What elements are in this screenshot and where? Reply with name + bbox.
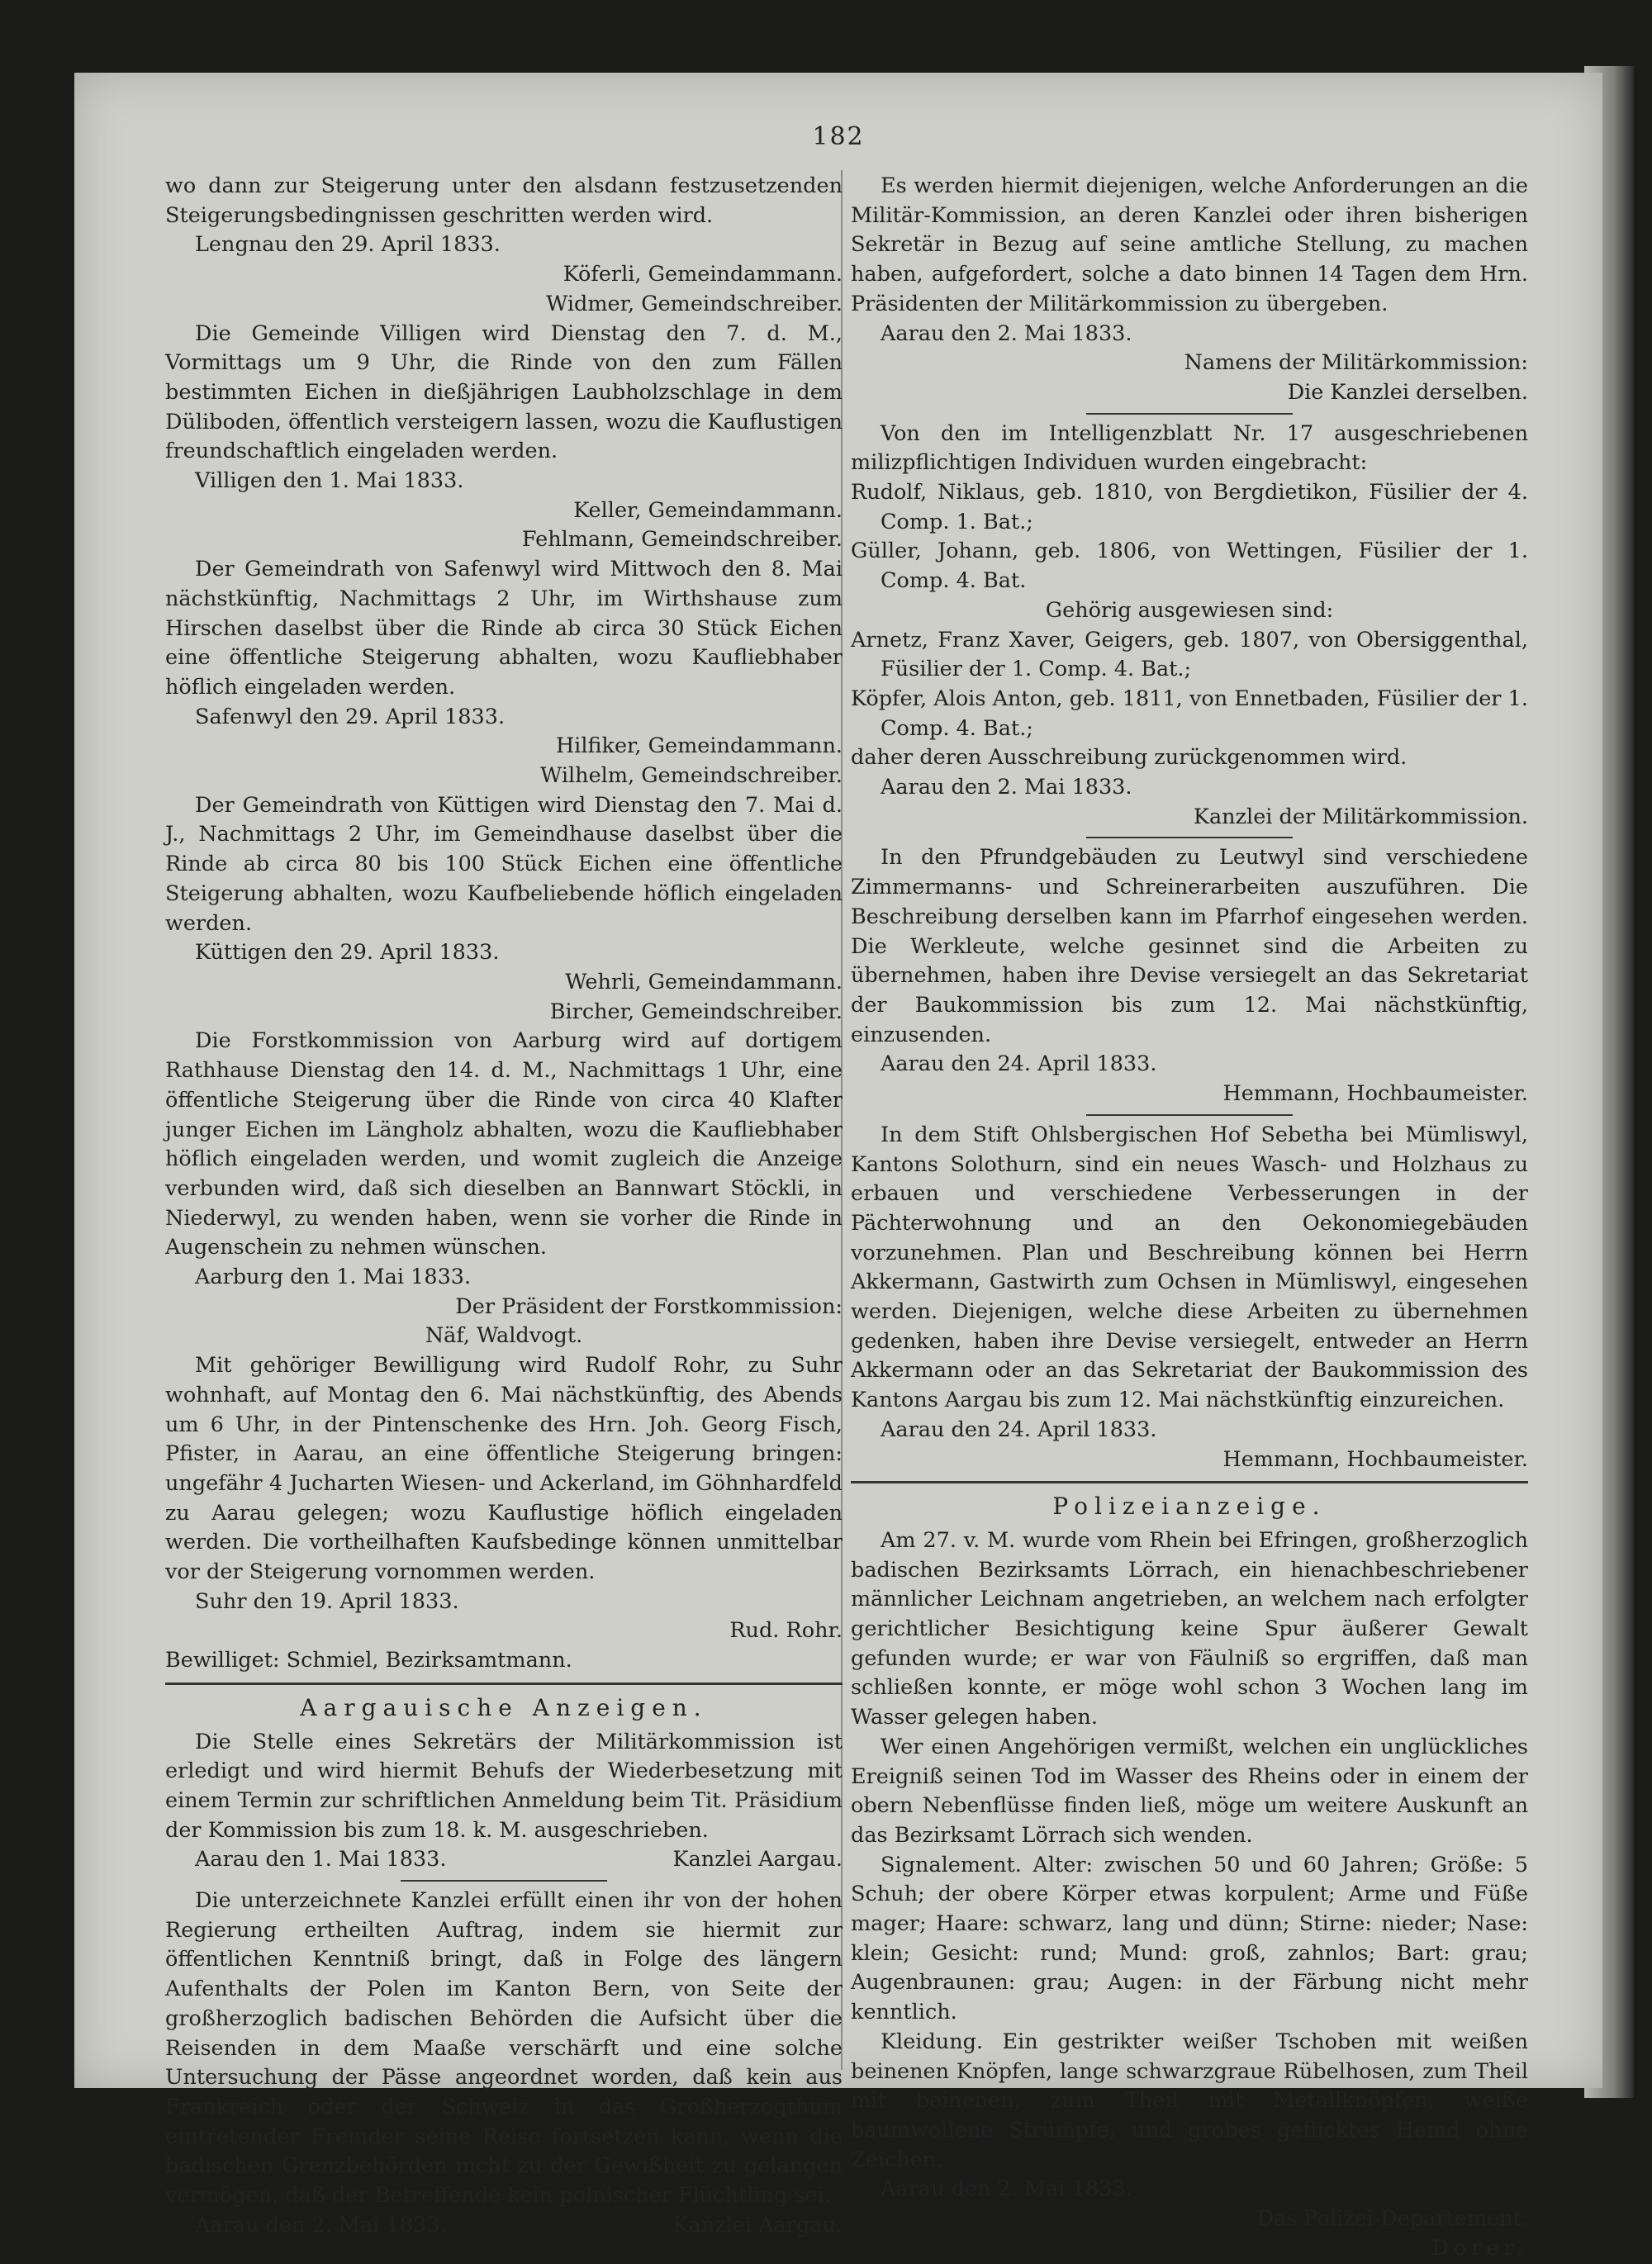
aarburg-place: Aarburg den 1. Mai 1833.: [195, 1265, 472, 1290]
section-rule: [165, 1683, 843, 1685]
stift-notice: In dem Stift Ohlsbergischen Hof Sebetha bei Mümliswyl, Kantons Solothurn, sind ein neues Wasch- und Holzhaus zu erbauen und verschiedene Verbesserungen in der Pächterwohnung und an den Oekonomiegebäuden vorzunehmen. Plan und Beschreibung können bei Herrn Akkermann, Gastwirth zum Ochsen in Mümliswyl, eingesehen werden. Diejenigen, welche diese Arbeiten zu übernehmen gedenken, haben ihre Devise versiegelt, entweder an Herrn Akkermann oder an das Sekretariat der Baukommission des Kantons Aargau bis zum 12. Mai nächstkünftig einzureichen.: [851, 1122, 1528, 1413]
left-column: [165, 172, 843, 2241]
kuettigen-signature-1: Wehrli, Gemeindammann.: [565, 969, 843, 994]
page-number: 182: [812, 122, 865, 151]
polen-place: Aarau den 2. Mai 1833.: [195, 2212, 447, 2238]
polen-notice: Die unterzeichnete Kanzlei erfüllt einen ihr von der hohen Regierung ertheilten Auftrag, indem sie hiermit zur öffentlichen Kenntniß bringt, daß in Folge des längern Aufenthalts der Polen im Kanton Bern, von Seite der großherzoglich badischen Behörden die Aufsicht über die Reisenden in dem Maaße verschärft und eine solche Untersuchung der Pässe angeordnet worden, daß kein aus Frankreich oder der Schweiz in das Großherzogthum eintretender Fremder seine Reise fortsetzen kann, wenn die badischen Grenzbehörden nicht zu der Gewißheit zu gelangen vermögen, daß der Betreffende kein polnischer Flüchtling sei.: [165, 1888, 843, 2209]
aarburg-signature-1: Der Präsident der Forstkommission:: [455, 1293, 843, 1319]
sekretaer-signature: Kanzlei Aargau.: [672, 1847, 843, 1872]
kuettigen-signature-2: Bircher, Gemeindschreiber.: [549, 999, 843, 1024]
polen-footer: [165, 2211, 843, 2241]
signalement: Signalement. Alter: zwischen 50 und 60 Jahren; Größe: 5 Schuh; der obere Körper etwas korpulent; Arme und Füße mager; Haare: schwarz, lang und dünn; Stirne: nieder; Nase: klein; Gesicht: rund; Mund: groß, zahnlos; Bart: grau; Augenbraunen: grau; Augen: in der Färbung nicht mehr kenntlich.: [851, 1852, 1528, 2025]
stift-signature: Hemmann, Hochbaumeister.: [1222, 1446, 1528, 1472]
polizei-signature-2: Dorer.: [1431, 2235, 1528, 2261]
miliz-conclusion: daher deren Ausschreibung zurückgenommen wird.: [851, 745, 1408, 771]
leutwyl-notice: In den Pfrundgebäuden zu Leutwyl sind verschiedene Zimmermanns- und Schreinerarbeiten auszuführen. Die Beschreibung derselben kann im Pfarrhof eingesehen werden. Die Werkleute, welche gesinnet sind die Arbeiten zu übernehmen, haben ihre Devise versiegelt an das Sekretariat der Baukommission bis zum 12. Mai nächstkünftig, einzusenden.: [851, 845, 1528, 1047]
polizei-notice: Am 27. v. M. wurde vom Rhein bei Efringen, großherzoglich badischen Bezirksamts Lörrach, ein hienachbeschriebener männlicher Leichnam angetrieben, an welchem nach erfolgter gerichtlicher Besichtigung keine Spur äußerer Gewalt gefunden wurde; er war von Fäulniß so ergriffen, daß man schließen konnte, er möge wohl schon 3 Wochen lang im Wasser gelegen haben.: [851, 1527, 1528, 1730]
leutwyl-signature: Hemmann, Hochbaumeister.: [1222, 1081, 1528, 1107]
safenwyl-place: Safenwyl den 29. April 1833.: [195, 704, 506, 729]
miliz-entry: Köpfer, Alois Anton, geb. 1811, von Ennetbaden, Füsilier der 1. Comp. 4. Bat.;: [851, 686, 1528, 741]
kleidung: Kleidung. Ein gestrikter weißer Tschoben mit weißen beinenen Knöpfen, lange schwarzgraue Rübelhosen, zum Theil mit beinenen, zum Theil mit Metallknöpfen, weiße baumwollene Strümpfe, und grobes geflicktes Hemd ohne Zeichen.: [851, 2029, 1528, 2172]
aarburg-signature-2: Näf, Waldvogt.: [425, 1323, 583, 1349]
militaer-signature-2: Die Kanzlei derselben.: [1287, 379, 1528, 405]
militaer-signature-1: Namens der Militärkommission:: [1184, 350, 1528, 376]
villigen-signature-2: Fehlmann, Gemeindschreiber.: [521, 527, 843, 553]
sekretaer-notice: Die Stelle eines Sekretärs der Militärkommission ist erledigt und wird hiermit Behufs der Wiederbesetzung mit einem Termin zur schriftlichen Anmeldung beim Tit. Präsidium der Kommission bis zum 18. k. M. ausgeschrieben.: [165, 1729, 843, 1843]
intro-text: wo dann zur Steigerung unter den alsdann festzusetzenden Steigerungsbedingnissen geschritten werden wird.: [165, 173, 843, 228]
kuettigen-notice: Der Gemeindrath von Küttigen wird Dienstag den 7. Mai d. J., Nachmittags 2 Uhr, im Gemeindhause daselbst über die Rinde ab circa 80 bis 100 Stück Eichen eine öffentliche Steigerung abhalten, wozu Kaufbeliebende höflich eingeladen werden.: [165, 792, 843, 936]
safenwyl-signature-1: Hilfiker, Gemeindammann.: [555, 733, 843, 759]
miliz-entry: Rudolf, Niklaus, geb. 1810, von Bergdietikon, Füsilier der 4. Comp. 1. Bat.;: [851, 480, 1528, 534]
polizei-signature-1: Das Polizei-Departement.: [1256, 2206, 1528, 2232]
polen-signature: Kanzlei Aargau.: [672, 2212, 843, 2238]
villigen-place: Villigen den 1. Mai 1833.: [195, 468, 464, 494]
intro-place: Lengnau den 29. April 1833.: [195, 232, 501, 258]
document-page: [74, 73, 1602, 2261]
miliz-place: Aarau den 2. Mai 1833.: [881, 775, 1132, 800]
safenwyl-signature-2: Wilhelm, Gemeindschreiber.: [540, 763, 843, 789]
notice-rule: [1086, 837, 1293, 838]
polizei-heading: Polizeianzeige.: [1052, 1493, 1327, 1521]
leutwyl-place: Aarau den 24. April 1833.: [881, 1051, 1157, 1077]
safenwyl-notice: Der Gemeindrath von Safenwyl wird Mittwoch den 8. Mai nächstkünftig, Nachmittags 2 Uhr, im Wirthshause zum Hirschen daselbst über die Rinde ab circa 30 Stück Eichen eine öffentliche Steigerung abhalten, wozu Kaufliebhaber höflich eingeladen werden.: [165, 557, 843, 700]
notice-rule: [401, 1880, 607, 1882]
miliz-intro: Von den im Intelligenzblatt Nr. 17 ausgeschriebenen milizpflichtigen Individuen wurden eingebracht:: [851, 420, 1528, 476]
villigen-notice: Die Gemeinde Villigen wird Dienstag den 7. d. M., Vormittags um 9 Uhr, die Rinde von den zum Fällen bestimmten Eichen in dießjährigen Laubholzschlage in dem Düliboden, öffentlich versteigern lassen, wozu die Kauflustigen freundschaftlich eingeladen werden.: [165, 320, 843, 464]
militaer-place: Aarau den 2. Mai 1833.: [881, 320, 1132, 346]
section-heading: Aargauische Anzeigen.: [300, 1693, 708, 1721]
suhr-approval: Bewilliget: Schmiel, Bezirksamtmann.: [165, 1648, 572, 1673]
miliz-entry: Güller, Johann, geb. 1806, von Wettingen, Füsilier der 1. Comp. 4. Bat.: [851, 539, 1528, 594]
miliz-entry: Arnetz, Franz Xaver, Geigers, geb. 1807, von Obersiggenthal, Füsilier der 1. Comp. 4. Bat.;: [851, 627, 1528, 682]
intro-signature-2: Widmer, Gemeindschreiber.: [546, 291, 843, 316]
militaer-notice: Es werden hiermit diejenigen, welche Anforderungen an die Militär-Kommission, an deren Kanzlei oder ihren bisherigen Sekretär in Bezug auf seine amtliche Stellung, zu machen haben, aufgefordert, solche a dato binnen 14 Tagen dem Hrn. Präsidenten der Militärkommission zu übergeben.: [851, 173, 1528, 316]
notice-rule: [1086, 1114, 1293, 1116]
suhr-signature: Rud. Rohr.: [729, 1618, 843, 1644]
kuettigen-place: Küttigen den 29. April 1833.: [195, 940, 500, 966]
polizei-notice-2: Wer einen Angehörigen vermißt, welchen ein unglückliches Ereigniß seinen Tod im Wasser des Rheins oder in einem der obern Nebenflüsse finden ließ, möge um weitere Auskunft an das Bezirksamt Lörrach sich wenden.: [851, 1734, 1528, 1848]
polizei-place: Aarau den 2. Mai 1833.: [881, 2176, 1132, 2202]
sekretaer-footer: [165, 1845, 843, 1875]
right-column: [851, 172, 1528, 2264]
miliz-signature: Kanzlei der Militärkommission.: [1193, 804, 1528, 829]
notice-rule: [1086, 413, 1293, 415]
aarburg-notice: Die Forstkommission von Aarburg wird auf dortigem Rathhause Dienstag den 14. d. M., Nachmittags 1 Uhr, eine öffentliche Steigerung über die Rinde von circa 40 Klafter junger Eichen im Längholz abhalten, wozu die Kaufliebhaber höflich eingeladen werden, und womit zugleich die Anzeige verbunden wird, daß sich dieselben an Bannwart Stöckli, in Niederwyl, zu wenden haben, wenn sie vorher die Rinde in Augenschein zu nehmen wünschen.: [165, 1028, 843, 1260]
miliz-subheading: Gehörig ausgewiesen sind:: [1045, 597, 1334, 623]
intro-signature-1: Köferli, Gemeindammann.: [563, 262, 843, 287]
sekretaer-place: Aarau den 1. Mai 1833.: [195, 1847, 447, 1872]
suhr-place: Suhr den 19. April 1833.: [195, 1588, 459, 1614]
suhr-notice: Mit gehöriger Bewilligung wird Rudolf Rohr, zu Suhr wohnhaft, auf Montag den 6. Mai nächstkünftig, des Abends um 6 Uhr, in der Pintenschenke des Hrn. Joh. Georg Fisch, Pfister, in Aarau, an eine öffentliche Steigerung bringen: ungefähr 4 Jucharten Wiesen- und Ackerland, im Göhnhardfeld zu Aarau gelegen; wozu Kauflustige höflich eingeladen werden. Die vortheilhaften Kaufsbedinge können unmittelbar vor der Steigerung vornommen werden.: [165, 1353, 843, 1585]
villigen-signature-1: Keller, Gemeindammann.: [573, 497, 843, 523]
stift-place: Aarau den 24. April 1833.: [881, 1417, 1157, 1442]
section-rule: [851, 1481, 1528, 1483]
